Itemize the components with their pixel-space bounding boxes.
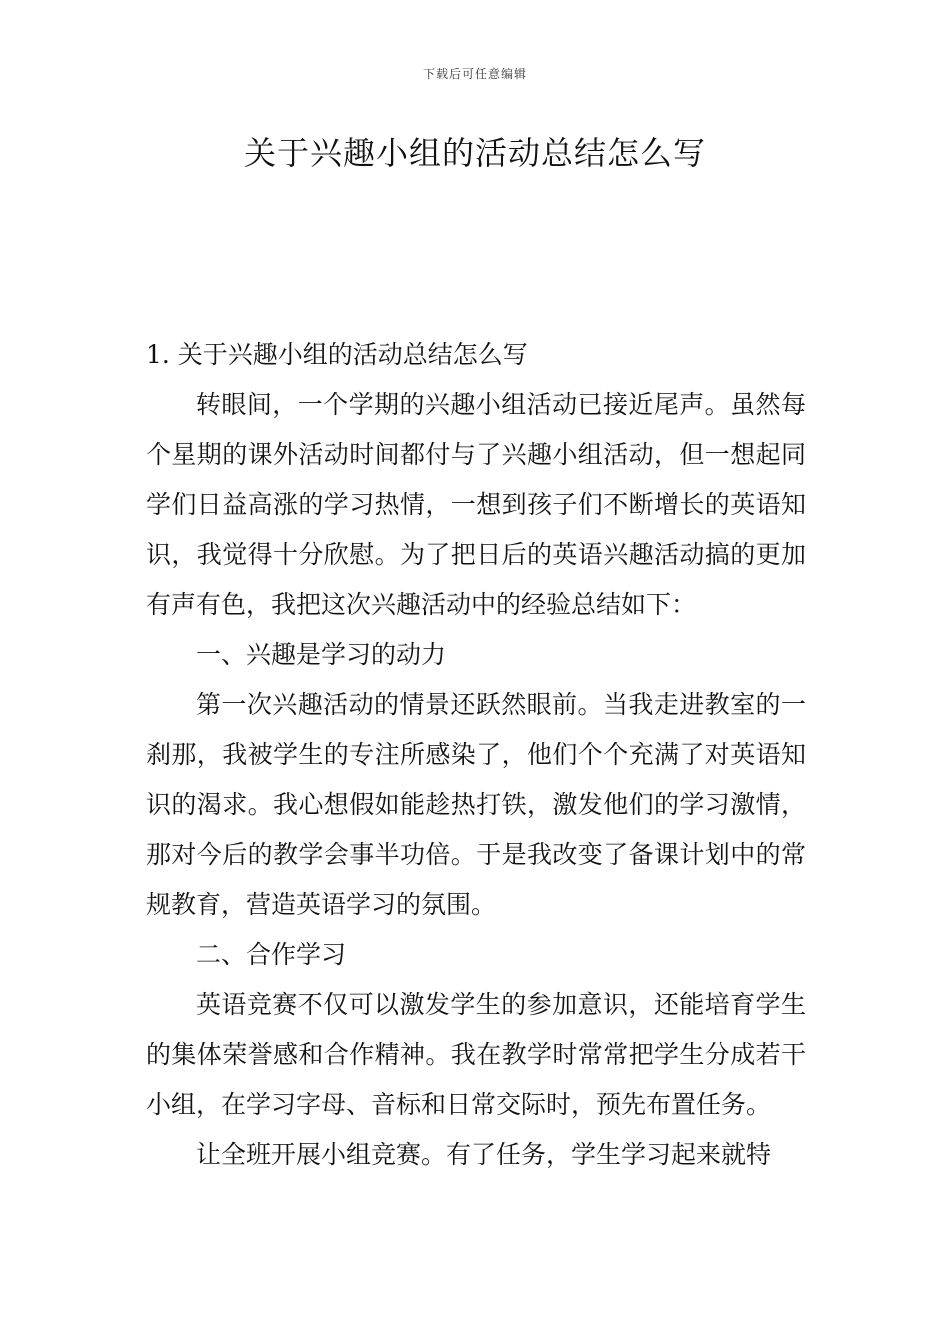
section-title: 1. 关于兴趣小组的活动总结怎么写 [146, 340, 528, 369]
paragraph-first-activity: 第一次兴趣活动的情景还跃然眼前。当我走进教室的一刹那，我被学生的专注所感染了，他们个个充满了对英语知识的渴求。我心想假如能趁热打铁，激发他们的学习激情，那对今后的教学会事半功倍。于是我改变了备课计划中的常规教育，营造英语学习的氛围。 [146, 690, 806, 919]
paragraph-group-contest: 让全班开展小组竞赛。有了任务，学生学习起来就特 [196, 1140, 772, 1169]
paragraph-intro: 转眼间，一个学期的兴趣小组活动已接近尾声。虽然每个星期的课外活动时间都付与了兴趣小组活动，但一想起同学们日益高涨的学习热情，一想到孩子们不断增长的英语知识，我觉得十分欣慰。为了把日后的英语兴趣活动搞的更加有声有色，我把这次兴趣活动中的经验总结如下： [146, 390, 806, 619]
header-note: 下载后可任意编辑 [422, 67, 527, 81]
subheading-cooperation: 二、合作学习 [196, 940, 347, 969]
subheading-interest: 一、兴趣是学习的动力 [196, 640, 447, 669]
paragraph-competition: 英语竞赛不仅可以激发学生的参加意识，还能培育学生的集体荣誉感和合作精神。我在教学时常常把学生分成若干小组，在学习字母、音标和日常交际时，预先布置任务。 [146, 990, 806, 1119]
document-title: 关于兴趣小组的活动总结怎么写 [243, 134, 706, 172]
document-body [146, 330, 806, 1180]
